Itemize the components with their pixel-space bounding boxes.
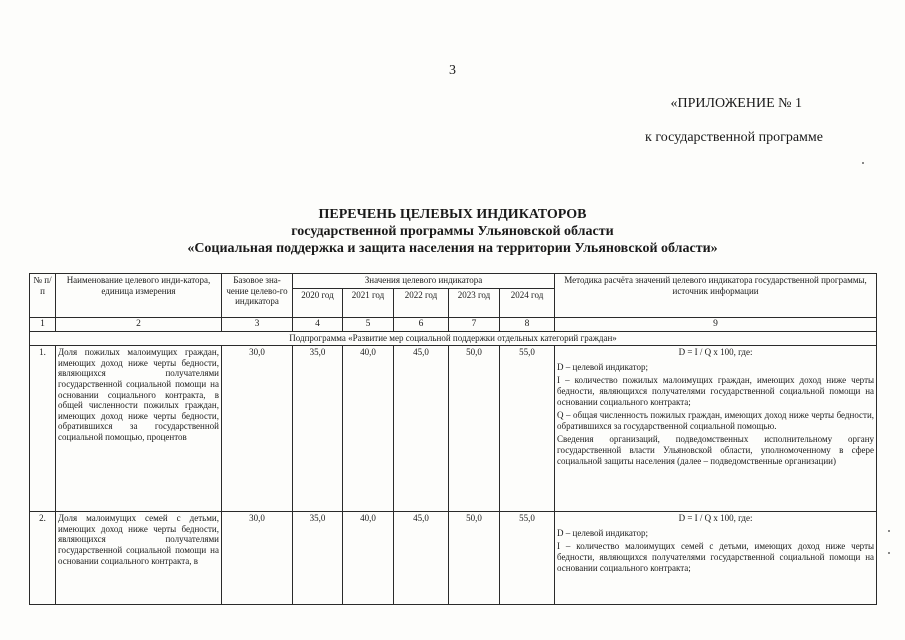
year-value: 55,0 — [500, 512, 555, 605]
method-line: I – количество пожилых малоимущих граждан, имеющих доход ниже черты бедности, являющихся получателями государственной социальной помощи на основании социального контракта; — [557, 375, 875, 407]
method-line: Q – общая численность пожилых граждан, имеющих доход ниже черты бедности, обратившихся за государственной социальной помощью. — [557, 410, 875, 431]
year-value: 40,0 — [343, 346, 394, 512]
method-line: D – целевой индикатор; — [557, 527, 648, 538]
header-year: 2024 год — [500, 289, 555, 318]
col-number: 3 — [222, 318, 293, 332]
program-name: «Социальная поддержка и защита населения на территории Ульяновской области» — [187, 241, 718, 256]
header-year: 2020 год — [293, 289, 343, 318]
method-source: Сведения организаций, подведомственных исполнительному органу государственной власти Ульяновской области, уполномоченному в сфере социальной защиты населения (далее – подведомственные организации) — [557, 434, 875, 466]
col-number: 2 — [56, 318, 222, 332]
method-formula: D = I / Q x 100, где: — [678, 513, 753, 524]
year-value: 40,0 — [343, 512, 394, 605]
base-value: 30,0 — [222, 512, 293, 605]
document-title: ПЕРЕЧЕНЬ ЦЕЛЕВЫХ ИНДИКАТОРОВ — [318, 207, 587, 222]
table-row — [30, 512, 877, 605]
indicator-name: Доля малоимущих семей с детьми, имеющих доход ниже черты бедности, являющихся получателями государственной социальной помощи на основании социального контракта, в — [56, 512, 222, 605]
scan-speck — [888, 552, 890, 554]
col-number: 1 — [30, 318, 56, 332]
col-number: 9 — [555, 318, 877, 332]
subprogram-title: Подпрограмма «Развитие мер социальной поддержки отдельных категорий граждан» — [30, 332, 877, 346]
col-number: 7 — [449, 318, 500, 332]
year-value: 45,0 — [394, 346, 449, 512]
method-line: I – количество малоимущих семей с детьми, имеющих доход ниже черты бедности, являющихся получателями государственной социальной помощи на основании социального контракта; — [557, 541, 875, 573]
header-year: 2021 год — [343, 289, 394, 318]
scan-speck — [862, 162, 864, 164]
table-row — [30, 346, 877, 512]
header-method: Методика расчёта значений целевого индикатора государственной программы, источник информации — [555, 274, 877, 318]
base-value: 30,0 — [222, 346, 293, 512]
col-number: 8 — [500, 318, 555, 332]
year-value: 35,0 — [293, 346, 343, 512]
header-values-group: Значения целевого индикатора — [293, 274, 555, 289]
header-year: 2023 год — [449, 289, 500, 318]
page-number: 3 — [449, 63, 456, 78]
year-value: 55,0 — [500, 346, 555, 512]
calculation-method — [555, 512, 877, 605]
col-number: 4 — [293, 318, 343, 332]
scan-speck — [888, 530, 890, 532]
header-num: № п/п — [30, 274, 56, 318]
indicators-table — [29, 273, 877, 605]
header-base: Базовое зна-чение целево-го индикатора — [222, 274, 293, 318]
appendix-label: «ПРИЛОЖЕНИЕ № 1 — [670, 96, 802, 111]
col-number: 6 — [394, 318, 449, 332]
calculation-method — [555, 346, 877, 512]
col-number: 5 — [343, 318, 394, 332]
year-value: 50,0 — [449, 346, 500, 512]
row-number: 2. — [30, 512, 56, 605]
year-value: 50,0 — [449, 512, 500, 605]
appendix-subtitle: к государственной программе — [645, 130, 823, 145]
header-year: 2022 год — [394, 289, 449, 318]
row-number: 1. — [30, 346, 56, 512]
method-formula: D = I / Q x 100, где: — [678, 347, 753, 358]
year-value: 35,0 — [293, 512, 343, 605]
method-line: D – целевой индикатор; — [557, 361, 648, 372]
indicator-name: Доля пожилых малоимущих граждан, имеющих доход ниже черты бедности, являющихся получателями государственной социальной помощи на основании социального контракта, в общей численности пожилых граждан, имеющих доход ниже черты бедности, обратившихся за государственной социальной помощью, процентов — [56, 346, 222, 512]
header-name: Наименование целевого инди-катора, единица измерения — [56, 274, 222, 318]
document-subtitle: государственной программы Ульяновской области — [291, 224, 614, 239]
year-value: 45,0 — [394, 512, 449, 605]
